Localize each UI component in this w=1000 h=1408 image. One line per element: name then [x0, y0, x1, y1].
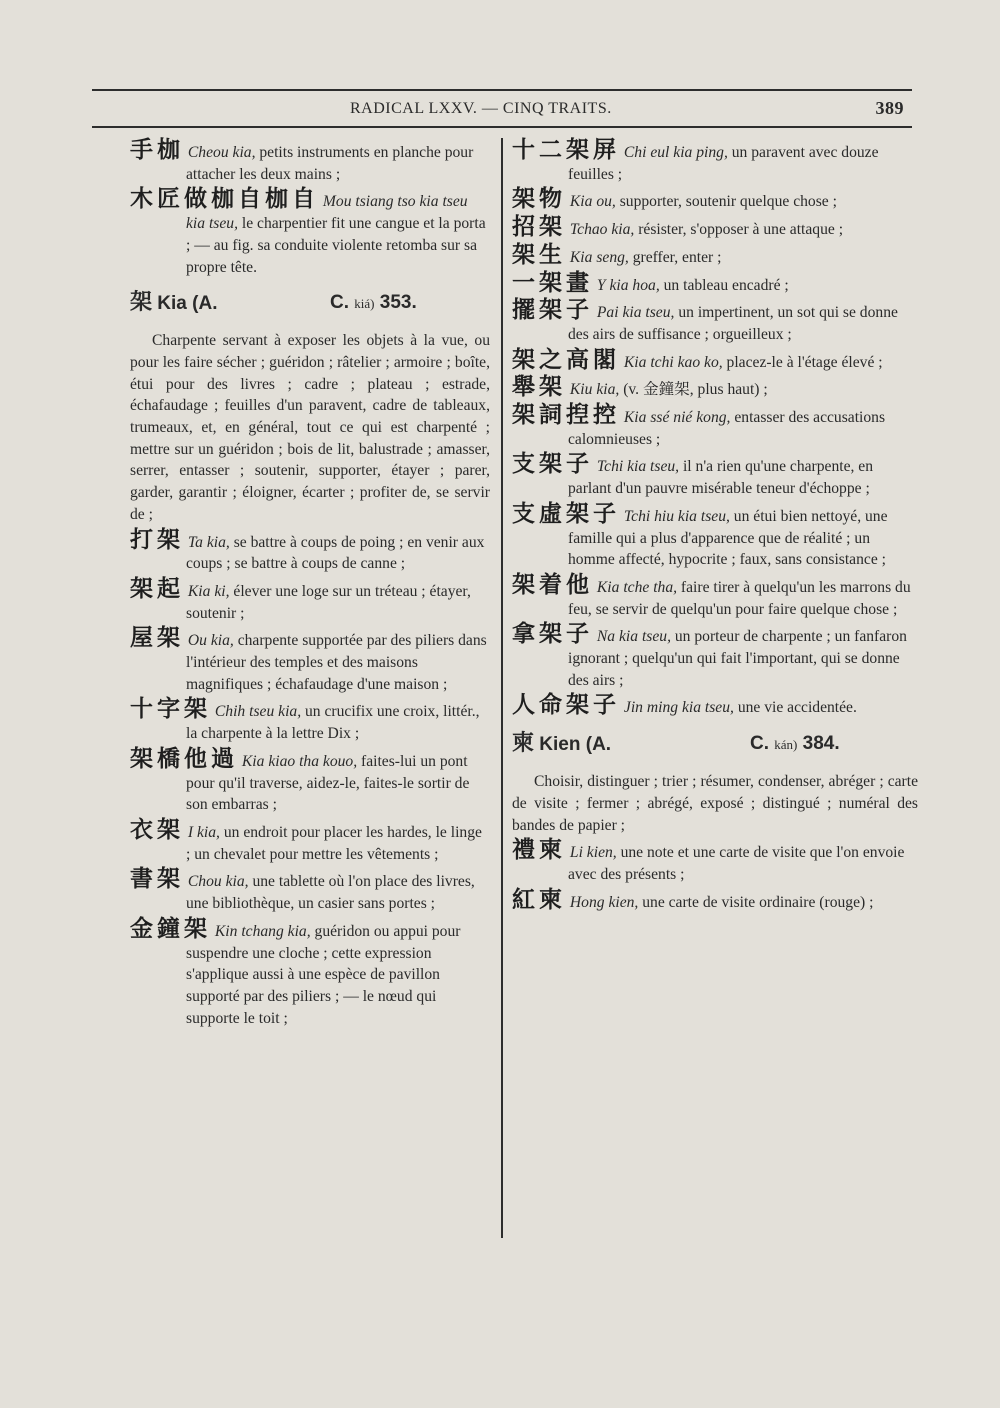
entry-definition: une note et une carte de visite que l'on envoie avec des présents ;	[568, 844, 905, 883]
entry-definition: se battre à coups de poing ; en venir aux coups ; se battre à coups de canne ;	[186, 533, 485, 573]
entry-definition: un paravent avec douze feuilles ;	[568, 144, 879, 183]
entry-characters: 架起	[130, 575, 184, 602]
entry-romanization: Tchi hiu kia tseu,	[623, 507, 730, 525]
section-definition: Choisir, distinguer ; trier ; résumer, condenser, abréger ; carte de visite ; fermer ; abrégé, exposé ; distingué ; numéral des bandes de papier ;	[512, 773, 918, 834]
entry-characters: 手枷	[130, 137, 184, 163]
entry-characters: 十字架	[130, 696, 211, 723]
entry-characters: 架着他	[512, 571, 593, 598]
entry	[130, 186, 490, 278]
entry-characters: 十二架屏	[512, 137, 620, 163]
section-code-sound: kiá)	[354, 296, 375, 312]
header-rule	[92, 126, 912, 128]
entry-definition: guéridon ou appui pour suspendre une cloche ; cette expression s'applique aussi à une espèce de pavillon supporté par des piliers ; — le nœud qui supporte le toit ;	[186, 922, 461, 1027]
entry-romanization: I kia,	[187, 823, 220, 841]
entry	[130, 526, 490, 575]
entry-definition: un endroit pour placer les hardes, le linge ; un chevalet pour mettre les vêtements ;	[186, 823, 482, 863]
entry-definition: supporter, soutenir quelque chose ;	[615, 193, 837, 211]
entry-characters: 擺架子	[512, 297, 593, 324]
entry	[512, 621, 918, 691]
entry-romanization: Chou kia,	[187, 873, 249, 891]
entry	[512, 571, 918, 620]
section-romanization: Kia (A.	[157, 293, 218, 315]
entry-characters: 架物	[512, 186, 566, 213]
entry-characters: 支架子	[512, 451, 593, 478]
entry	[512, 214, 918, 241]
entry-characters: 紅柬	[512, 886, 566, 913]
entry	[512, 241, 918, 269]
entry-definition: entasser des accusations calomnieuses ;	[568, 409, 886, 448]
entry-romanization: Kiu kia,	[569, 381, 620, 399]
entry-definition: charpente supportée par des piliers dans l'intérieur des temples et des maisons magnifiques ; échafaudage d'une maison ;	[186, 632, 487, 693]
section-heading	[130, 292, 490, 318]
entry-romanization: Kia seng,	[569, 248, 629, 266]
entry-characters: 舉架	[512, 374, 566, 401]
entry	[130, 866, 490, 914]
entry	[512, 692, 918, 719]
section-definition: Charpente servant à exposer les objets à la vue, ou pour les faire sécher ; guéridon ; râtelier ; armoire ; boîte, étui pour des livres ; cadre ; plateau ; estrade, échafaudage ; feuilles d'un paravent, cadre de tableaux, trumeaux, et, en général, tout ce qui est charpenté ; mettre sur un guéridon ; bois de lit, balustrade ; amasser, serrer, entasser ; soutenir, supporter, étayer ; parer, garder, garantir ; éloigner, écarter ; profiter de, se servir de ;	[130, 332, 490, 523]
entry-romanization: Jin ming kia tseu,	[623, 699, 734, 717]
entry-romanization: Kia ssé nié kong,	[623, 409, 731, 427]
section-code-number: 353.	[379, 292, 417, 314]
entry	[130, 915, 490, 1030]
entry-romanization: Kia tchi kao ko,	[623, 353, 723, 371]
entry-definition: (v. 金鐘架, plus haut) ;	[619, 381, 768, 399]
entry-characters: 人命架子	[512, 692, 620, 719]
entry-characters: 屋架	[130, 625, 184, 652]
entry-romanization: Y kia hoa,	[596, 276, 660, 294]
entry-romanization: Na kia tseu,	[596, 628, 671, 646]
entry-characters: 書架	[130, 866, 184, 893]
entry-characters: 金鐘架	[130, 915, 211, 942]
section-heading	[512, 733, 918, 759]
entry	[512, 137, 918, 185]
entry	[130, 696, 490, 744]
running-title: RADICAL LXXV. — CINQ TRAITS.	[350, 100, 612, 117]
entry-romanization: Ta kia,	[187, 533, 230, 551]
entry-definition: élever une loge sur un tréteau ; étayer, soutenir ;	[186, 582, 471, 622]
entry-romanization: Chih tseu kia,	[214, 703, 302, 721]
entry	[130, 625, 490, 695]
entry-definition: faites-lui un pont pour qu'il traverse, aidez-le, faites-le sortir de son embarras ;	[186, 752, 470, 814]
entry-romanization: Chi eul kia ping,	[623, 144, 728, 161]
entry-definition: faire tirer à quelqu'un les marrons du feu, se servir de quelqu'un pour faire quelque chose ;	[568, 578, 911, 618]
entry-romanization: Mou tsiang tso kia tseu kia tseu,	[186, 193, 468, 233]
entry-romanization: Tchi kia tseu,	[596, 458, 680, 476]
entry	[512, 451, 918, 499]
section-romanization: Kien (A.	[539, 734, 612, 756]
entry-definition: une tablette où l'on place des livres, une bibliothèque, un casier sans portes ;	[186, 873, 475, 913]
top-rule	[92, 89, 912, 91]
section-character: 柬	[512, 731, 535, 757]
entry-romanization: Cheou kia,	[187, 144, 256, 161]
entry-romanization: Pai kia tseu,	[596, 304, 675, 322]
entry-characters: 架橋他過	[130, 745, 238, 772]
entry-definition: un porteur de charpente ; un fanfaron ignorant ; quelqu'un qui fait l'important, qui se donne des airs ;	[568, 628, 907, 689]
entry	[512, 346, 918, 374]
entry-characters: 架詞揑控	[512, 402, 620, 429]
entry-definition: petits instruments en planche pour attacher les deux mains ;	[186, 144, 474, 183]
entry	[130, 137, 490, 185]
entry-characters: 一架畫	[512, 269, 593, 296]
entry	[512, 500, 918, 571]
running-head	[92, 98, 912, 122]
entry-characters: 打架	[130, 526, 184, 553]
entry	[512, 374, 918, 401]
section-code-number: 384.	[802, 733, 840, 755]
entry-characters: 木匠做枷自枷自	[130, 186, 319, 213]
entry	[130, 745, 490, 816]
entry-definition: le charpentier fit une cangue et la porta ; — au fig. sa conduite violente retomba sur sa propre tête.	[186, 215, 486, 276]
entry	[512, 186, 918, 213]
entry-romanization: Kia ki,	[187, 582, 230, 600]
entry	[512, 837, 918, 885]
left-column	[130, 137, 490, 1033]
section-code-prefix: C.	[330, 292, 349, 314]
entry	[512, 269, 918, 297]
section-character: 架	[130, 290, 153, 316]
entry-romanization: Li kien,	[569, 844, 617, 862]
section-code-sound: kán)	[774, 737, 798, 753]
right-column	[512, 137, 918, 917]
entry-characters: 招架	[512, 214, 566, 241]
entry-definition: résister, s'opposer à une attaque ;	[634, 221, 844, 239]
entry-romanization: Kia tche tha,	[596, 578, 678, 596]
entry-romanization: Ou kia,	[187, 632, 234, 650]
entry-characters: 衣架	[130, 816, 184, 843]
entry-definition: une vie accidentée.	[733, 699, 857, 717]
entry	[512, 297, 918, 345]
entry-definition: un étui bien nettoyé, une famille qui a plus d'apparence que de réalité ; un homme affecté, hypocrite ; faux, sans consistance ;	[568, 507, 888, 569]
entry-characters: 禮柬	[512, 837, 566, 864]
entry-romanization: Kia ou,	[569, 193, 616, 211]
section-code	[330, 292, 417, 315]
entry	[512, 886, 918, 914]
entry-romanization: Kin tchang kia,	[214, 922, 311, 940]
entry-romanization: Hong kien,	[569, 893, 639, 911]
entry-definition: placez-le à l'étage élevé ;	[722, 353, 883, 371]
entry-characters: 架之高閣	[512, 346, 620, 373]
entry	[512, 402, 918, 450]
entry-definition: un tableau encadré ;	[659, 276, 789, 294]
section-code	[750, 733, 840, 756]
entry-characters: 架生	[512, 241, 566, 268]
section-code-prefix: C.	[750, 733, 769, 755]
page-number: 389	[875, 98, 904, 118]
entry	[130, 816, 490, 865]
column-divider	[501, 138, 503, 1238]
entry-romanization: Tchao kia,	[569, 221, 635, 239]
entry-definition: greffer, enter ;	[628, 248, 722, 266]
entry-characters: 支虛架子	[512, 500, 620, 527]
entry-definition: un crucifix une croix, littér., la charpente à la lettre Dix ;	[186, 703, 480, 743]
entry-romanization: Kia kiao tha kouo,	[241, 752, 358, 770]
entry-definition: un impertinent, un sot qui se donne des airs de suffisance ; orgueilleux ;	[568, 304, 898, 343]
entry-definition: une carte de visite ordinaire (rouge) ;	[638, 893, 874, 911]
entry-characters: 拿架子	[512, 621, 593, 648]
entry	[130, 575, 490, 624]
entry-definition: il n'a rien qu'une charpente, en parlant d'un pauvre misérable teneur d'échoppe ;	[568, 458, 874, 498]
